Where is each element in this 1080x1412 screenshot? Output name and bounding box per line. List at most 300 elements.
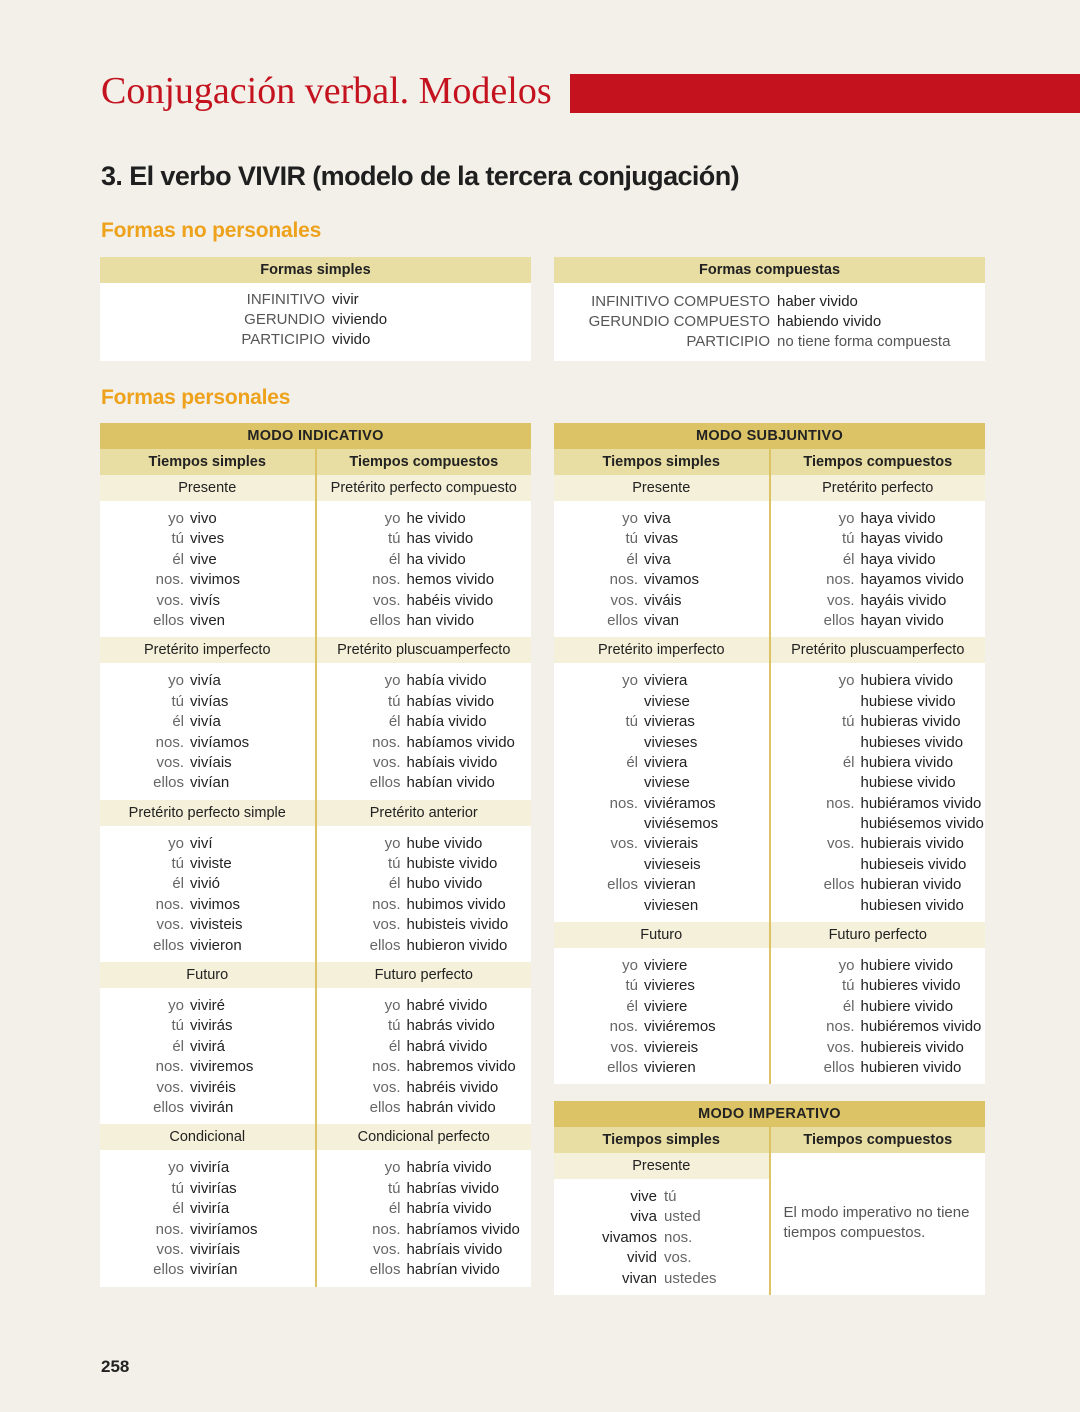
tense-rows bbox=[317, 826, 532, 962]
verb-form: ha vivido bbox=[406, 550, 466, 568]
pronoun: vos. bbox=[610, 835, 638, 853]
conjugation-row bbox=[554, 997, 769, 1017]
conjugation-row bbox=[100, 1057, 315, 1077]
verb-form: viviésemos bbox=[644, 815, 719, 833]
verb-form: había vivido bbox=[406, 713, 487, 731]
pronoun: tú bbox=[387, 692, 401, 710]
pronoun: él bbox=[388, 550, 401, 568]
conjugation-row bbox=[317, 1098, 532, 1118]
verb-form: hubiese vivido bbox=[860, 774, 956, 792]
pronoun: usted bbox=[664, 1208, 701, 1226]
conjugation-row bbox=[554, 692, 769, 712]
conjugation-row bbox=[100, 611, 315, 631]
tense-header: Presente bbox=[100, 475, 315, 501]
pronoun: vos. bbox=[156, 1240, 184, 1258]
pronoun: tú bbox=[841, 977, 855, 995]
verb-form: habrás vivido bbox=[406, 1017, 495, 1035]
tense-rows bbox=[317, 663, 532, 799]
verb-form: vivieron bbox=[190, 936, 242, 954]
pronoun: ellos bbox=[369, 1261, 401, 1279]
mood-title: MODO IMPERATIVO bbox=[554, 1101, 985, 1127]
conjugation-row bbox=[317, 712, 532, 732]
column-header-compound: Tiempos compuestos bbox=[315, 449, 532, 475]
pronoun: vos. bbox=[826, 591, 855, 609]
conjugation-row bbox=[317, 874, 532, 894]
conjugation-row bbox=[554, 956, 769, 976]
verb-form: hubo vivido bbox=[406, 875, 483, 893]
conjugation-row bbox=[771, 591, 986, 611]
verb-form: vivirás bbox=[190, 1017, 233, 1035]
pronoun: él bbox=[626, 550, 638, 568]
tense-rows bbox=[771, 663, 986, 922]
conjugation-row bbox=[771, 550, 986, 570]
subheading-formas-personales: Formas personales bbox=[101, 386, 291, 409]
conjugation-row bbox=[100, 1016, 315, 1036]
pronoun: tú bbox=[664, 1188, 677, 1205]
verb-form: hayamos vivido bbox=[860, 571, 964, 589]
verb-form: viviríamos bbox=[190, 1220, 258, 1238]
conjugation-row bbox=[100, 671, 315, 691]
pronoun bbox=[771, 773, 861, 793]
conjugation-row bbox=[100, 1179, 315, 1199]
pronoun: nos. bbox=[372, 1058, 401, 1076]
conjugation-row bbox=[100, 753, 315, 773]
conjugation-row bbox=[554, 1269, 769, 1289]
tense-header: Presente bbox=[554, 475, 769, 501]
tense-header: Pretérito imperfecto bbox=[100, 637, 315, 663]
verb-form: vivís bbox=[190, 591, 220, 609]
pronoun: tú bbox=[625, 530, 638, 548]
conjugation-row bbox=[100, 773, 315, 793]
conjugation-row bbox=[317, 773, 532, 793]
conjugation-row bbox=[554, 1187, 769, 1207]
conjugation-row bbox=[771, 753, 986, 773]
pronoun: yo bbox=[384, 1159, 401, 1177]
conjugation-row bbox=[771, 1058, 986, 1078]
pronoun: yo bbox=[168, 997, 184, 1015]
pronoun: ellos bbox=[153, 1261, 184, 1279]
verb-form: viviríais bbox=[190, 1240, 241, 1258]
conjugation-row bbox=[771, 834, 986, 854]
verb-form: hubieren vivido bbox=[860, 1058, 962, 1076]
page-number: 258 bbox=[101, 1357, 130, 1376]
conjugation-row bbox=[100, 895, 315, 915]
verb-form: vivió bbox=[190, 875, 221, 893]
pronoun: nos. bbox=[372, 895, 401, 913]
pronoun bbox=[554, 855, 644, 875]
pronoun: vos. bbox=[156, 1078, 184, 1096]
verb-form: vivíamos bbox=[190, 733, 250, 751]
conjugation-row bbox=[100, 529, 315, 549]
pronoun: él bbox=[842, 753, 855, 771]
pronoun: vos. bbox=[372, 1078, 401, 1096]
column-header-compound: Tiempos compuestos bbox=[769, 449, 986, 475]
pronoun: ellos bbox=[823, 1058, 855, 1076]
pronoun: él bbox=[388, 1037, 401, 1055]
pronoun: ellos bbox=[823, 876, 855, 894]
conjugation-row bbox=[100, 1158, 315, 1178]
pronoun: yo bbox=[622, 672, 638, 690]
conjugation-row bbox=[771, 509, 986, 529]
conjugation-row bbox=[554, 814, 769, 834]
pronoun: yo bbox=[384, 510, 401, 527]
mood-title: MODO SUBJUNTIVO bbox=[554, 423, 985, 449]
conjugation-row bbox=[100, 1199, 315, 1219]
pronoun: él bbox=[626, 753, 638, 771]
conjugation-row bbox=[317, 895, 532, 915]
modo-subjuntivo bbox=[554, 423, 985, 1084]
column-header-simple: Tiempos simples bbox=[554, 1127, 769, 1153]
verb-form: hubiéramos vivido bbox=[860, 794, 982, 812]
title-bar bbox=[570, 74, 1080, 113]
verb-form: hubieron vivido bbox=[406, 936, 508, 954]
pronoun: ellos bbox=[607, 611, 638, 629]
verb-form: hubieran vivido bbox=[860, 876, 962, 894]
conjugation-row bbox=[554, 1207, 769, 1227]
conjugation-row bbox=[317, 671, 532, 691]
np-value: habiendo vivido bbox=[777, 313, 882, 330]
pronoun: tú bbox=[387, 1179, 401, 1197]
conjugation-row bbox=[317, 834, 532, 854]
conjugation-row bbox=[554, 550, 769, 570]
verb-form: vivieres bbox=[644, 977, 695, 995]
verb-form: vivía bbox=[190, 672, 221, 690]
pronoun: yo bbox=[838, 510, 855, 527]
conjugation-row bbox=[554, 1058, 769, 1078]
conjugation-row bbox=[554, 753, 769, 773]
pronoun: ellos bbox=[607, 876, 638, 894]
pronoun: vos. bbox=[610, 1038, 638, 1056]
page-title: Conjugación verbal. Modelos bbox=[101, 70, 552, 112]
pronoun: nos. bbox=[609, 794, 638, 812]
verb-form: hubieses vivido bbox=[860, 733, 964, 751]
pronoun: tú bbox=[171, 692, 184, 710]
verb-form: vivieses bbox=[644, 733, 698, 751]
pronoun: nos. bbox=[664, 1228, 693, 1246]
column-header-simple: Tiempos simples bbox=[100, 449, 315, 475]
verb-form: hubieras vivido bbox=[860, 713, 961, 731]
conjugation-row bbox=[771, 956, 986, 976]
conjugation-row bbox=[100, 712, 315, 732]
verb-form: hayan vivido bbox=[860, 611, 944, 629]
pronoun: tú bbox=[625, 977, 638, 995]
conjugation-row bbox=[317, 733, 532, 753]
tense-rows bbox=[554, 948, 769, 1084]
pronoun: él bbox=[172, 1200, 184, 1218]
tense-header: Presente bbox=[554, 1153, 769, 1179]
formas-compuestas-box bbox=[554, 257, 985, 361]
pronoun: nos. bbox=[155, 571, 184, 589]
tense-rows bbox=[317, 988, 532, 1124]
conjugation-row bbox=[554, 611, 769, 631]
pronoun: vos. bbox=[664, 1249, 692, 1267]
pronoun: vos. bbox=[156, 591, 184, 609]
mood-body bbox=[100, 475, 531, 1287]
verb-form: vivieran bbox=[644, 876, 696, 894]
pronoun: vos. bbox=[156, 753, 184, 771]
subheading-formas-no-personales: Formas no personales bbox=[101, 219, 322, 242]
pronoun: ellos bbox=[369, 774, 401, 792]
verb-form: viviera bbox=[644, 672, 688, 690]
pronoun: vos. bbox=[156, 916, 184, 934]
tense-rows bbox=[317, 501, 532, 637]
tense-header: Futuro perfecto bbox=[771, 922, 986, 948]
pronoun: nos. bbox=[155, 733, 184, 751]
verb-form: hubiera vivido bbox=[860, 753, 954, 771]
conjugation-row bbox=[100, 834, 315, 854]
verb-form: vivían bbox=[190, 774, 230, 792]
np-value: vivir bbox=[332, 291, 359, 308]
pronoun: él bbox=[172, 875, 184, 893]
conjugation-row bbox=[554, 976, 769, 996]
verb-form: han vivido bbox=[406, 611, 475, 629]
verb-form: vivas bbox=[644, 530, 679, 548]
conjugation-row bbox=[771, 529, 986, 549]
conjugation-row bbox=[771, 1038, 986, 1058]
verb-form: hubierais vivido bbox=[860, 835, 964, 853]
conjugation-row bbox=[317, 1057, 532, 1077]
conjugation-row bbox=[100, 1037, 315, 1057]
verb-form: vivamos bbox=[644, 571, 700, 589]
pronoun: él bbox=[626, 997, 638, 1015]
verb-form: vivíais bbox=[190, 753, 232, 771]
np-row bbox=[100, 290, 387, 310]
pronoun: tú bbox=[171, 1179, 184, 1197]
verb-form: viva bbox=[644, 550, 671, 568]
imperative-simple-column bbox=[554, 1153, 769, 1295]
pronoun: nos. bbox=[155, 1220, 184, 1238]
conjugation-row bbox=[100, 1260, 315, 1280]
compound-tenses-column bbox=[769, 475, 986, 1084]
pronoun: nos. bbox=[826, 571, 855, 589]
modo-indicativo bbox=[100, 423, 531, 1287]
simple-tenses-column bbox=[100, 475, 315, 1287]
np-label: INFINITIVO bbox=[246, 291, 325, 308]
conjugation-row bbox=[317, 1078, 532, 1098]
pronoun: vos. bbox=[372, 1240, 401, 1258]
conjugation-row bbox=[317, 915, 532, 935]
mood-body bbox=[554, 1153, 985, 1295]
column-header-simple: Tiempos simples bbox=[554, 449, 769, 475]
pronoun bbox=[771, 733, 861, 753]
verb-form: viviese bbox=[644, 774, 690, 792]
verb-form: habrán vivido bbox=[406, 1098, 496, 1116]
verb-form: vive bbox=[190, 550, 217, 568]
conjugation-row bbox=[554, 733, 769, 753]
conjugation-row bbox=[771, 773, 986, 793]
conjugation-row bbox=[554, 1228, 769, 1248]
verb-form: vivierais bbox=[644, 835, 699, 853]
verb-form: viven bbox=[190, 611, 226, 629]
conjugation-row bbox=[771, 712, 986, 732]
pronoun: tú bbox=[171, 855, 184, 873]
conjugation-row bbox=[771, 855, 986, 875]
verb-form: vivan bbox=[644, 611, 680, 629]
verb-form: habría vivido bbox=[406, 1200, 492, 1218]
verb-form: viviremos bbox=[190, 1058, 254, 1076]
verb-form: vive bbox=[630, 1188, 657, 1205]
verb-form: habré vivido bbox=[406, 997, 488, 1015]
conjugation-row bbox=[554, 896, 769, 916]
pronoun: vos. bbox=[372, 753, 401, 771]
verb-form: hubiste vivido bbox=[406, 855, 498, 873]
verb-form: vivirán bbox=[190, 1098, 234, 1116]
pronoun bbox=[554, 692, 644, 712]
pronoun: nos. bbox=[609, 1018, 638, 1036]
pronoun bbox=[771, 855, 861, 875]
conjugation-row bbox=[771, 794, 986, 814]
tense-header: Futuro perfecto bbox=[317, 962, 532, 988]
conjugation-row bbox=[317, 570, 532, 590]
pronoun bbox=[771, 692, 861, 712]
conjugation-row bbox=[100, 1078, 315, 1098]
np-value: viviendo bbox=[332, 311, 388, 328]
conjugation-row bbox=[100, 591, 315, 611]
pronoun: tú bbox=[387, 855, 401, 873]
verb-form: viviste bbox=[190, 855, 232, 873]
tense-rows bbox=[771, 501, 986, 637]
conjugation-row bbox=[317, 509, 532, 529]
verb-form: vivo bbox=[190, 510, 217, 527]
verb-form: hube vivido bbox=[406, 834, 483, 852]
conjugation-row bbox=[317, 854, 532, 874]
conjugation-row bbox=[554, 794, 769, 814]
verb-form: habríamos vivido bbox=[406, 1220, 520, 1238]
conjugation-row bbox=[554, 855, 769, 875]
conjugation-row bbox=[554, 1017, 769, 1037]
pronoun: él bbox=[842, 550, 855, 568]
pronoun: él bbox=[172, 550, 184, 568]
pronoun: yo bbox=[384, 672, 401, 690]
verb-form: hubisteis vivido bbox=[406, 916, 509, 934]
pronoun bbox=[554, 773, 644, 793]
verb-form: has vivido bbox=[406, 530, 474, 548]
pronoun: ellos bbox=[607, 1058, 638, 1076]
verb-form: había vivido bbox=[406, 672, 487, 690]
tense-header: Pretérito perfecto simple bbox=[100, 800, 315, 826]
pronoun: nos. bbox=[609, 571, 638, 589]
verb-form: habías vivido bbox=[406, 692, 495, 710]
simple-tenses-column bbox=[554, 475, 769, 1084]
conjugation-row bbox=[317, 1158, 532, 1178]
np-label: INFINITIVO COMPUESTO bbox=[591, 293, 770, 310]
tense-rows bbox=[771, 948, 986, 1084]
pronoun bbox=[771, 814, 861, 834]
verb-form: vivirían bbox=[190, 1261, 238, 1279]
pronoun: él bbox=[388, 1200, 401, 1218]
column-header-compound: Tiempos compuestos bbox=[769, 1127, 986, 1153]
conjugation-row bbox=[100, 996, 315, 1016]
pronoun: él bbox=[172, 713, 184, 731]
verb-form: vivid bbox=[626, 1249, 657, 1267]
np-value: no tiene forma compuesta bbox=[777, 333, 951, 350]
pronoun: él bbox=[172, 1037, 184, 1055]
verb-form: habría vivido bbox=[406, 1159, 492, 1177]
conjugation-row bbox=[317, 1016, 532, 1036]
pronoun: ellos bbox=[369, 936, 401, 954]
verb-form: viviere bbox=[644, 997, 688, 1015]
pronoun: tú bbox=[387, 1017, 401, 1035]
pronoun: yo bbox=[168, 672, 184, 690]
pronoun: vos. bbox=[610, 591, 638, 609]
compound-tenses-column bbox=[315, 475, 532, 1287]
formas-compuestas-header: Formas compuestas bbox=[554, 257, 985, 283]
verb-form: viva bbox=[630, 1208, 657, 1226]
tense-rows bbox=[100, 826, 315, 962]
conjugation-row bbox=[317, 936, 532, 956]
verb-form: hubiereis vivido bbox=[860, 1038, 964, 1056]
mood-column-headers bbox=[554, 1127, 985, 1153]
pronoun: él bbox=[842, 997, 855, 1015]
conjugation-row bbox=[317, 529, 532, 549]
verb-form: hubimos vivido bbox=[406, 895, 506, 913]
pronoun: ellos bbox=[369, 1098, 401, 1116]
verb-form: vives bbox=[190, 530, 225, 548]
pronoun: yo bbox=[168, 834, 184, 852]
conjugation-row bbox=[317, 753, 532, 773]
conjugation-row bbox=[317, 692, 532, 712]
verb-form: viviese bbox=[644, 692, 690, 710]
conjugation-row bbox=[100, 570, 315, 590]
conjugation-row bbox=[771, 570, 986, 590]
pronoun: vos. bbox=[826, 835, 855, 853]
conjugation-row bbox=[100, 854, 315, 874]
verb-form: vivías bbox=[190, 692, 229, 710]
verb-form: vivamos bbox=[601, 1228, 657, 1246]
verb-form: vivieras bbox=[644, 713, 695, 731]
conjugation-row bbox=[100, 550, 315, 570]
conjugation-row bbox=[317, 1199, 532, 1219]
conjugation-row bbox=[100, 1220, 315, 1240]
tense-header: Pretérito pluscuamperfecto bbox=[317, 637, 532, 663]
tense-rows bbox=[100, 1150, 315, 1286]
conjugation-row bbox=[100, 692, 315, 712]
conjugation-row bbox=[317, 1037, 532, 1057]
pronoun: tú bbox=[841, 713, 855, 731]
verb-form: hayáis vivido bbox=[860, 591, 947, 609]
verb-form: vivan bbox=[621, 1269, 657, 1287]
pronoun: nos. bbox=[155, 1058, 184, 1076]
conjugation-row bbox=[771, 875, 986, 895]
pronoun: yo bbox=[838, 957, 855, 975]
verb-form: viviré bbox=[190, 997, 226, 1015]
mood-column-headers bbox=[554, 449, 985, 475]
pronoun: ustedes bbox=[664, 1269, 717, 1287]
verb-form: habremos vivido bbox=[406, 1058, 516, 1076]
mood-body bbox=[554, 475, 985, 1084]
verb-form: haya vivido bbox=[860, 550, 936, 568]
verb-form: hayas vivido bbox=[860, 530, 944, 548]
pronoun bbox=[554, 733, 644, 753]
verb-form: viviéramos bbox=[644, 794, 716, 812]
conjugation-row bbox=[771, 1017, 986, 1037]
tense-header: Futuro bbox=[554, 922, 769, 948]
pronoun: tú bbox=[171, 530, 184, 548]
np-row bbox=[554, 312, 950, 332]
conjugation-row bbox=[771, 692, 986, 712]
verb-form: habían vivido bbox=[406, 774, 495, 792]
tense-rows bbox=[554, 501, 769, 637]
verb-form: hubiese vivido bbox=[860, 692, 956, 710]
verb-form: hubiere vivido bbox=[860, 957, 954, 975]
pronoun: yo bbox=[168, 1159, 184, 1177]
pronoun: nos. bbox=[826, 794, 855, 812]
verb-form: viviera bbox=[644, 753, 688, 771]
tense-rows bbox=[100, 988, 315, 1124]
pronoun bbox=[771, 896, 861, 916]
mood-title: MODO INDICATIVO bbox=[100, 423, 531, 449]
pronoun: nos. bbox=[372, 571, 401, 589]
